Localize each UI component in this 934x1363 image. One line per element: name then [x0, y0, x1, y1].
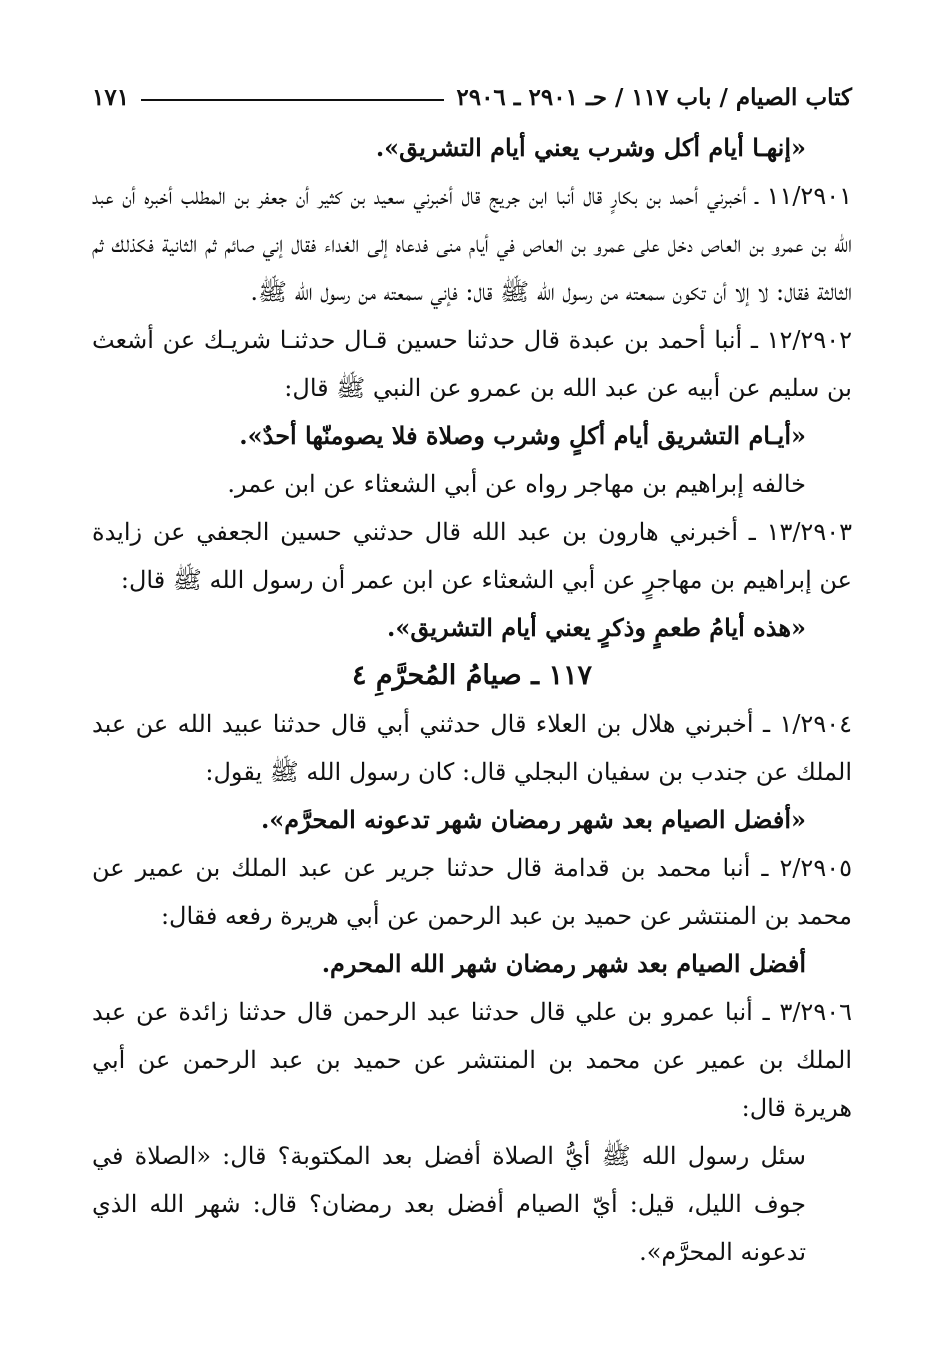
hadith-2903: ١٣/٢٩٠٣ ـ أخبرني هارون بن عبد الله قال حدثني حسين الجعفي عن زايدة عن إبراهيم بن مهاجرٍ عن أبي الشعثاء عن ابن عمر أن رسول الله ﷺ قال:	[92, 518, 852, 594]
quote-paragraph: سئل رسول الله ﷺ أيُّ الصلاة أفضل بعد المكتوبة؟ قال: «الصلاة في جوف الليل، قيل: أيّ الصيام أفضل بعد رمضان؟ قال: شهر الله الذي تدعونه المحرَّم».	[92, 1142, 806, 1266]
quote-line: «هذه أيامُ طعمٍ وذكرٍ يعني أيام التشريق».	[386, 613, 806, 642]
quote-line: «أيـام التشريق أيام أكلٍ وشرب وصلاة فلا يصومنّها أحدٌ».	[239, 421, 806, 450]
page-header	[92, 78, 852, 116]
quote-line: «أفضل الصيام بعد شهر رمضان شهر تدعونه المحرَّم».	[260, 805, 806, 834]
hadith-2905: ٢/٢٩٠٥ ـ أنبا محمد بن قدامة قال حدثنا جرير عن عبد الملك بن عمير عن محمد بن المنتشر عن حميد بن عبد الرحمن عن أبي هريرة رفعه فقال:	[92, 854, 852, 930]
quote-line: أفضل الصيام بعد شهر رمضان شهر الله المحرم.	[321, 949, 806, 978]
header-rule	[141, 99, 444, 101]
hadith-2901: ١١/٢٩٠١ ـ أخبرني أحمد بن بكارٍ قال أنبا ابن جريج قال أخبرني سعيد بن كثير أن جعفر بن المطلب أخبره أن عبد الله بن عمرو بن العاص دخل على عمرو بن العاص في أيام منى فدعاه إلى الغداء فقال إني صائم ثم الثانية فكذلك ثم الثالثة فقال: لا إلا أن تكون سمعته من رسول الله ﷺ قال: فإني سمعته من رسول الله ﷺ.	[92, 182, 852, 306]
hadith-2902: ١٢/٢٩٠٢ ـ أنبا أحمد بن عبدة قال حدثنا حسين قـال حدثنـا شريـك عن أشعث بن سليم عن أبيه عن عبد الله بن عمرو عن النبي ﷺ قال:	[92, 326, 852, 402]
hadith-2904: ١/٢٩٠٤ ـ أخبرني هلال بن العلاء قال حدثني أبي قال حدثنا عبيد الله عن عبد الملك عن جندب بن سفيان البجلي قال: كان رسول الله ﷺ يقول:	[92, 710, 852, 786]
page-number: ١٧١	[92, 83, 130, 111]
hadith-2906: ٣/٢٩٠٦ ـ أنبا عمرو بن علي قال حدثنا عبد الرحمن قال حدثنا زائدة عن عبد الملك بن عمير عن محمد بن المنتشر عن حميد بن عبد الرحمن عن أبي هريرة قال:	[92, 998, 852, 1122]
chapter-heading: ١١٧ ـ صيامُ المُحرَّمِ ٤	[352, 660, 592, 691]
page-body	[92, 124, 852, 1276]
commentary-line: خالفه إبراهيم بن مهاجر رواه عن أبي الشعثاء عن ابن عمر.	[227, 470, 806, 498]
running-title: كتاب الصيام / باب ١١٧ / حـ ٢٩٠١ ـ ٢٩٠٦	[456, 83, 852, 111]
quote-line: «إنهـا أيام أكل وشرب يعني أيام التشريق».	[375, 133, 806, 162]
